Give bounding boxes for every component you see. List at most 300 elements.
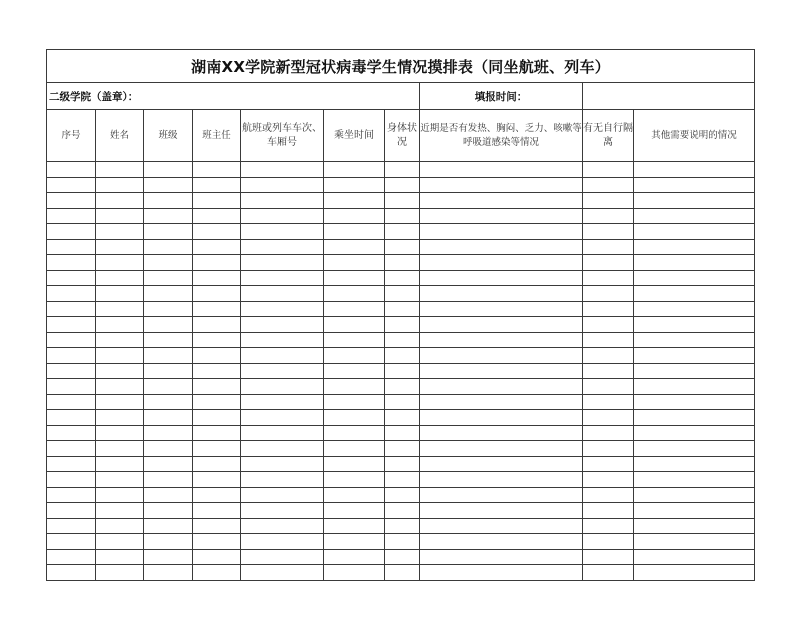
cell-serial[interactable] <box>47 301 96 317</box>
cell-self-isolation[interactable] <box>583 348 634 364</box>
cell-health-status[interactable] <box>385 208 420 224</box>
cell-flight-train[interactable] <box>241 270 324 286</box>
cell-serial[interactable] <box>47 425 96 441</box>
cell-health-status[interactable] <box>385 456 420 472</box>
cell-serial[interactable] <box>47 255 96 271</box>
cell-class[interactable] <box>144 379 193 395</box>
cell-self-isolation[interactable] <box>583 379 634 395</box>
cell-symptoms[interactable] <box>420 425 583 441</box>
cell-other-notes[interactable] <box>634 162 755 178</box>
cell-class[interactable] <box>144 348 193 364</box>
cell-travel-time[interactable] <box>324 255 385 271</box>
cell-flight-train[interactable] <box>241 239 324 255</box>
cell-self-isolation[interactable] <box>583 317 634 333</box>
cell-symptoms[interactable] <box>420 565 583 581</box>
cell-self-isolation[interactable] <box>583 534 634 550</box>
cell-symptoms[interactable] <box>420 472 583 488</box>
cell-head-teacher[interactable] <box>193 317 241 333</box>
table-row <box>47 255 755 271</box>
cell-flight-train[interactable] <box>241 224 324 240</box>
cell-travel-time[interactable] <box>324 348 385 364</box>
cell-serial[interactable] <box>47 332 96 348</box>
cell-symptoms[interactable] <box>420 286 583 302</box>
cell-serial[interactable] <box>47 208 96 224</box>
fill-time-value[interactable] <box>583 83 755 110</box>
cell-travel-time[interactable] <box>324 239 385 255</box>
cell-self-isolation[interactable] <box>583 425 634 441</box>
cell-head-teacher[interactable] <box>193 270 241 286</box>
cell-class[interactable] <box>144 177 193 193</box>
cell-travel-time[interactable] <box>324 177 385 193</box>
cell-flight-train[interactable] <box>241 487 324 503</box>
cell-class[interactable] <box>144 332 193 348</box>
table-row <box>47 549 755 565</box>
cell-serial[interactable] <box>47 441 96 457</box>
cell-class[interactable] <box>144 394 193 410</box>
cell-self-isolation[interactable] <box>583 224 634 240</box>
cell-other-notes[interactable] <box>634 518 755 534</box>
cell-health-status[interactable] <box>385 162 420 178</box>
cell-health-status[interactable] <box>385 317 420 333</box>
cell-serial[interactable] <box>47 193 96 209</box>
cell-symptoms[interactable] <box>420 239 583 255</box>
cell-health-status[interactable] <box>385 270 420 286</box>
cell-travel-time[interactable] <box>324 456 385 472</box>
cell-name[interactable] <box>96 317 144 333</box>
cell-head-teacher[interactable] <box>193 410 241 426</box>
cell-class[interactable] <box>144 518 193 534</box>
cell-self-isolation[interactable] <box>583 503 634 519</box>
cell-serial[interactable] <box>47 503 96 519</box>
cell-name[interactable] <box>96 348 144 364</box>
cell-class[interactable] <box>144 487 193 503</box>
cell-health-status[interactable] <box>385 255 420 271</box>
cell-self-isolation[interactable] <box>583 301 634 317</box>
cell-head-teacher[interactable] <box>193 363 241 379</box>
cell-class[interactable] <box>144 317 193 333</box>
cell-symptoms[interactable] <box>420 224 583 240</box>
cell-serial[interactable] <box>47 472 96 488</box>
cell-self-isolation[interactable] <box>583 456 634 472</box>
cell-name[interactable] <box>96 301 144 317</box>
cell-symptoms[interactable] <box>420 379 583 395</box>
cell-health-status[interactable] <box>385 301 420 317</box>
cell-other-notes[interactable] <box>634 565 755 581</box>
cell-travel-time[interactable] <box>324 549 385 565</box>
table-row <box>47 332 755 348</box>
cell-flight-train[interactable] <box>241 472 324 488</box>
cell-class[interactable] <box>144 456 193 472</box>
cell-other-notes[interactable] <box>634 239 755 255</box>
table-row <box>47 410 755 426</box>
cell-serial[interactable] <box>47 379 96 395</box>
cell-other-notes[interactable] <box>634 456 755 472</box>
cell-symptoms[interactable] <box>420 363 583 379</box>
cell-travel-time[interactable] <box>324 518 385 534</box>
cell-head-teacher[interactable] <box>193 162 241 178</box>
cell-name[interactable] <box>96 255 144 271</box>
cell-head-teacher[interactable] <box>193 394 241 410</box>
cell-other-notes[interactable] <box>634 425 755 441</box>
cell-symptoms[interactable] <box>420 441 583 457</box>
cell-serial[interactable] <box>47 348 96 364</box>
cell-class[interactable] <box>144 503 193 519</box>
cell-health-status[interactable] <box>385 534 420 550</box>
cell-self-isolation[interactable] <box>583 162 634 178</box>
table-row <box>47 456 755 472</box>
cell-name[interactable] <box>96 518 144 534</box>
cell-name[interactable] <box>96 549 144 565</box>
cell-other-notes[interactable] <box>634 255 755 271</box>
table-row <box>47 270 755 286</box>
cell-name[interactable] <box>96 363 144 379</box>
cell-health-status[interactable] <box>385 549 420 565</box>
cell-travel-time[interactable] <box>324 441 385 457</box>
cell-flight-train[interactable] <box>241 332 324 348</box>
cell-self-isolation[interactable] <box>583 549 634 565</box>
cell-name[interactable] <box>96 503 144 519</box>
cell-class[interactable] <box>144 239 193 255</box>
cell-class[interactable] <box>144 534 193 550</box>
cell-head-teacher[interactable] <box>193 193 241 209</box>
cell-name[interactable] <box>96 456 144 472</box>
cell-travel-time[interactable] <box>324 534 385 550</box>
cell-travel-time[interactable] <box>324 224 385 240</box>
cell-serial[interactable] <box>47 239 96 255</box>
cell-travel-time[interactable] <box>324 379 385 395</box>
table-row <box>47 348 755 364</box>
cell-health-status[interactable] <box>385 332 420 348</box>
cell-travel-time[interactable] <box>324 487 385 503</box>
cell-other-notes[interactable] <box>634 503 755 519</box>
cell-travel-time[interactable] <box>324 317 385 333</box>
cell-health-status[interactable] <box>385 224 420 240</box>
table-row <box>47 301 755 317</box>
cell-head-teacher[interactable] <box>193 487 241 503</box>
cell-name[interactable] <box>96 286 144 302</box>
cell-head-teacher[interactable] <box>193 348 241 364</box>
cell-health-status[interactable] <box>385 518 420 534</box>
cell-symptoms[interactable] <box>420 177 583 193</box>
cell-serial[interactable] <box>47 177 96 193</box>
cell-head-teacher[interactable] <box>193 224 241 240</box>
cell-name[interactable] <box>96 379 144 395</box>
cell-symptoms[interactable] <box>420 348 583 364</box>
cell-self-isolation[interactable] <box>583 410 634 426</box>
cell-class[interactable] <box>144 286 193 302</box>
table-row <box>47 487 755 503</box>
cell-self-isolation[interactable] <box>583 332 634 348</box>
cell-travel-time[interactable] <box>324 472 385 488</box>
college-stamp-label: 二级学院（盖章）： <box>47 83 420 110</box>
cell-flight-train[interactable] <box>241 363 324 379</box>
cell-name[interactable] <box>96 239 144 255</box>
fill-time-label: 填报时间： <box>420 83 583 110</box>
cell-travel-time[interactable] <box>324 270 385 286</box>
cell-health-status[interactable] <box>385 239 420 255</box>
cell-name[interactable] <box>96 270 144 286</box>
cell-health-status[interactable] <box>385 348 420 364</box>
cell-head-teacher[interactable] <box>193 332 241 348</box>
cell-flight-train[interactable] <box>241 301 324 317</box>
cell-head-teacher[interactable] <box>193 177 241 193</box>
cell-flight-train[interactable] <box>241 177 324 193</box>
cell-name[interactable] <box>96 441 144 457</box>
cell-serial[interactable] <box>47 549 96 565</box>
cell-flight-train[interactable] <box>241 425 324 441</box>
cell-other-notes[interactable] <box>634 270 755 286</box>
col-header-serial: 序号 <box>47 110 96 162</box>
cell-name[interactable] <box>96 410 144 426</box>
cell-health-status[interactable] <box>385 487 420 503</box>
cell-head-teacher[interactable] <box>193 255 241 271</box>
cell-symptoms[interactable] <box>420 332 583 348</box>
cell-other-notes[interactable] <box>634 177 755 193</box>
cell-class[interactable] <box>144 425 193 441</box>
cell-name[interactable] <box>96 472 144 488</box>
col-header-symptoms: 近期是否有发热、胸闷、乏力、咳嗽等呼吸道感染等情况 <box>420 110 583 162</box>
cell-health-status[interactable] <box>385 379 420 395</box>
cell-other-notes[interactable] <box>634 534 755 550</box>
cell-serial[interactable] <box>47 363 96 379</box>
cell-self-isolation[interactable] <box>583 363 634 379</box>
cell-health-status[interactable] <box>385 472 420 488</box>
cell-other-notes[interactable] <box>634 208 755 224</box>
cell-flight-train[interactable] <box>241 162 324 178</box>
cell-health-status[interactable] <box>385 193 420 209</box>
col-header-other-notes: 其他需要说明的情况 <box>634 110 755 162</box>
cell-other-notes[interactable] <box>634 363 755 379</box>
cell-serial[interactable] <box>47 224 96 240</box>
cell-class[interactable] <box>144 565 193 581</box>
cell-symptoms[interactable] <box>420 162 583 178</box>
cell-flight-train[interactable] <box>241 503 324 519</box>
col-header-flight-train: 航班或列车车次、车厢号 <box>241 110 324 162</box>
cell-symptoms[interactable] <box>420 255 583 271</box>
cell-head-teacher[interactable] <box>193 565 241 581</box>
cell-self-isolation[interactable] <box>583 177 634 193</box>
cell-flight-train[interactable] <box>241 394 324 410</box>
cell-class[interactable] <box>144 255 193 271</box>
cell-other-notes[interactable] <box>634 317 755 333</box>
cell-self-isolation[interactable] <box>583 472 634 488</box>
cell-head-teacher[interactable] <box>193 534 241 550</box>
cell-other-notes[interactable] <box>634 193 755 209</box>
cell-flight-train[interactable] <box>241 534 324 550</box>
cell-serial[interactable] <box>47 534 96 550</box>
cell-symptoms[interactable] <box>420 317 583 333</box>
cell-health-status[interactable] <box>385 177 420 193</box>
cell-travel-time[interactable] <box>324 162 385 178</box>
table-row <box>47 379 755 395</box>
cell-flight-train[interactable] <box>241 565 324 581</box>
cell-other-notes[interactable] <box>634 301 755 317</box>
cell-health-status[interactable] <box>385 425 420 441</box>
cell-head-teacher[interactable] <box>193 425 241 441</box>
cell-serial[interactable] <box>47 565 96 581</box>
cell-travel-time[interactable] <box>324 425 385 441</box>
cell-serial[interactable] <box>47 518 96 534</box>
cell-self-isolation[interactable] <box>583 518 634 534</box>
cell-name[interactable] <box>96 565 144 581</box>
cell-name[interactable] <box>96 224 144 240</box>
cell-other-notes[interactable] <box>634 441 755 457</box>
cell-class[interactable] <box>144 472 193 488</box>
cell-name[interactable] <box>96 425 144 441</box>
cell-flight-train[interactable] <box>241 410 324 426</box>
cell-class[interactable] <box>144 410 193 426</box>
cell-travel-time[interactable] <box>324 363 385 379</box>
cell-serial[interactable] <box>47 394 96 410</box>
cell-head-teacher[interactable] <box>193 472 241 488</box>
table-row <box>47 565 755 581</box>
cell-symptoms[interactable] <box>420 208 583 224</box>
cell-health-status[interactable] <box>385 363 420 379</box>
cell-health-status[interactable] <box>385 441 420 457</box>
cell-travel-time[interactable] <box>324 301 385 317</box>
cell-other-notes[interactable] <box>634 348 755 364</box>
cell-symptoms[interactable] <box>420 549 583 565</box>
cell-self-isolation[interactable] <box>583 270 634 286</box>
cell-head-teacher[interactable] <box>193 549 241 565</box>
col-header-travel-time: 乘坐时间 <box>324 110 385 162</box>
cell-symptoms[interactable] <box>420 456 583 472</box>
cell-serial[interactable] <box>47 162 96 178</box>
cell-class[interactable] <box>144 224 193 240</box>
cell-other-notes[interactable] <box>634 224 755 240</box>
cell-name[interactable] <box>96 394 144 410</box>
cell-flight-train[interactable] <box>241 441 324 457</box>
cell-travel-time[interactable] <box>324 394 385 410</box>
table-row <box>47 472 755 488</box>
cell-travel-time[interactable] <box>324 565 385 581</box>
cell-health-status[interactable] <box>385 286 420 302</box>
cell-other-notes[interactable] <box>634 286 755 302</box>
cell-head-teacher[interactable] <box>193 208 241 224</box>
cell-other-notes[interactable] <box>634 394 755 410</box>
cell-self-isolation[interactable] <box>583 394 634 410</box>
cell-class[interactable] <box>144 301 193 317</box>
cell-symptoms[interactable] <box>420 518 583 534</box>
cell-symptoms[interactable] <box>420 534 583 550</box>
cell-class[interactable] <box>144 162 193 178</box>
table-row <box>47 317 755 333</box>
cell-serial[interactable] <box>47 487 96 503</box>
cell-health-status[interactable] <box>385 394 420 410</box>
screening-form-table <box>46 49 755 581</box>
cell-travel-time[interactable] <box>324 286 385 302</box>
cell-other-notes[interactable] <box>634 379 755 395</box>
cell-self-isolation[interactable] <box>583 193 634 209</box>
cell-serial[interactable] <box>47 286 96 302</box>
cell-class[interactable] <box>144 208 193 224</box>
cell-serial[interactable] <box>47 270 96 286</box>
col-header-health-status: 身体状况 <box>385 110 420 162</box>
cell-flight-train[interactable] <box>241 348 324 364</box>
cell-self-isolation[interactable] <box>583 487 634 503</box>
cell-symptoms[interactable] <box>420 270 583 286</box>
cell-symptoms[interactable] <box>420 394 583 410</box>
cell-symptoms[interactable] <box>420 193 583 209</box>
cell-travel-time[interactable] <box>324 193 385 209</box>
cell-name[interactable] <box>96 208 144 224</box>
cell-name[interactable] <box>96 534 144 550</box>
cell-flight-train[interactable] <box>241 208 324 224</box>
table-row <box>47 286 755 302</box>
cell-flight-train[interactable] <box>241 193 324 209</box>
cell-health-status[interactable] <box>385 565 420 581</box>
cell-travel-time[interactable] <box>324 208 385 224</box>
cell-symptoms[interactable] <box>420 487 583 503</box>
cell-flight-train[interactable] <box>241 549 324 565</box>
cell-flight-train[interactable] <box>241 379 324 395</box>
cell-flight-train[interactable] <box>241 255 324 271</box>
cell-self-isolation[interactable] <box>583 208 634 224</box>
cell-flight-train[interactable] <box>241 317 324 333</box>
cell-name[interactable] <box>96 487 144 503</box>
cell-flight-train[interactable] <box>241 456 324 472</box>
cell-self-isolation[interactable] <box>583 255 634 271</box>
cell-head-teacher[interactable] <box>193 301 241 317</box>
cell-travel-time[interactable] <box>324 503 385 519</box>
cell-travel-time[interactable] <box>324 332 385 348</box>
cell-class[interactable] <box>144 363 193 379</box>
cell-self-isolation[interactable] <box>583 565 634 581</box>
form-title: 湖南XX学院新型冠状病毒学生情况摸排表（同坐航班、列车） <box>47 50 755 83</box>
table-row <box>47 224 755 240</box>
cell-health-status[interactable] <box>385 503 420 519</box>
cell-head-teacher[interactable] <box>193 379 241 395</box>
cell-self-isolation[interactable] <box>583 239 634 255</box>
cell-other-notes[interactable] <box>634 549 755 565</box>
table-row <box>47 534 755 550</box>
cell-serial[interactable] <box>47 317 96 333</box>
cell-serial[interactable] <box>47 456 96 472</box>
cell-health-status[interactable] <box>385 410 420 426</box>
cell-symptoms[interactable] <box>420 410 583 426</box>
cell-flight-train[interactable] <box>241 518 324 534</box>
cell-flight-train[interactable] <box>241 286 324 302</box>
cell-head-teacher[interactable] <box>193 456 241 472</box>
table-row <box>47 239 755 255</box>
cell-name[interactable] <box>96 177 144 193</box>
cell-head-teacher[interactable] <box>193 239 241 255</box>
cell-travel-time[interactable] <box>324 410 385 426</box>
cell-class[interactable] <box>144 441 193 457</box>
cell-symptoms[interactable] <box>420 301 583 317</box>
table-row <box>47 193 755 209</box>
cell-serial[interactable] <box>47 410 96 426</box>
cell-symptoms[interactable] <box>420 503 583 519</box>
cell-other-notes[interactable] <box>634 332 755 348</box>
cell-self-isolation[interactable] <box>583 441 634 457</box>
cell-class[interactable] <box>144 193 193 209</box>
cell-other-notes[interactable] <box>634 410 755 426</box>
cell-head-teacher[interactable] <box>193 503 241 519</box>
cell-self-isolation[interactable] <box>583 286 634 302</box>
table-row <box>47 425 755 441</box>
cell-name[interactable] <box>96 193 144 209</box>
cell-name[interactable] <box>96 332 144 348</box>
cell-head-teacher[interactable] <box>193 441 241 457</box>
cell-other-notes[interactable] <box>634 487 755 503</box>
cell-head-teacher[interactable] <box>193 286 241 302</box>
cell-class[interactable] <box>144 270 193 286</box>
cell-name[interactable] <box>96 162 144 178</box>
cell-other-notes[interactable] <box>634 472 755 488</box>
cell-head-teacher[interactable] <box>193 518 241 534</box>
cell-class[interactable] <box>144 549 193 565</box>
